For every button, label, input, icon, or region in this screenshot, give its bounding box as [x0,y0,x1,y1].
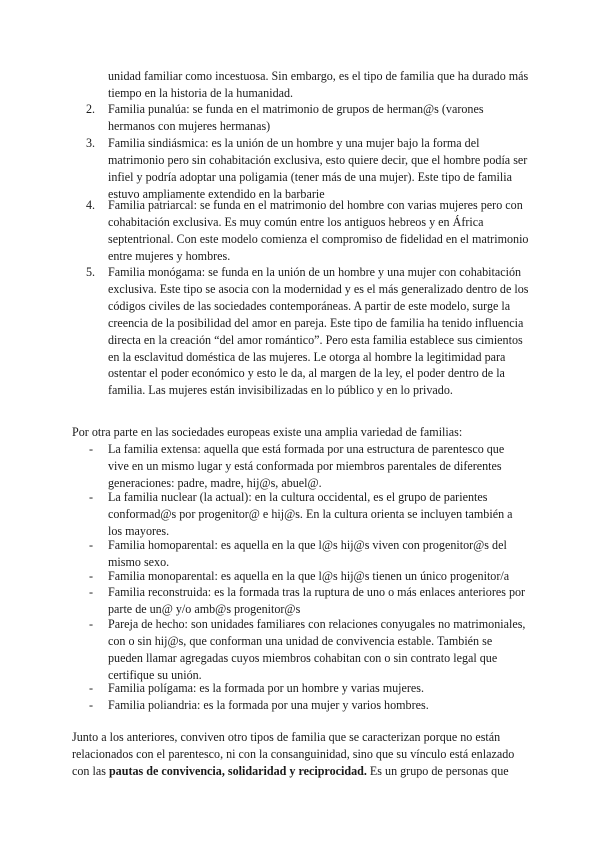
list-item-text: La familia nuclear (la actual): en la cultura occidental, es el grupo de parientes conformad@s por progenitor@ e hij@s. En la cultura orienta se incluyen también a los mayores. [108,490,513,538]
bullet-dash: - [89,490,94,504]
closing-paragraph [72,729,524,780]
bullet-dash: - [89,698,94,712]
list-item [86,101,532,135]
list-item [89,616,528,684]
list-item [89,537,528,571]
bullet-dash: - [89,442,94,456]
list-item [89,568,528,585]
list-item [89,489,528,540]
bullet-dash: - [89,681,94,695]
list-item-text: Familia punalúa: se funda en el matrimonio de grupos de herman@s (varones hermanos con mujeres hermanas) [108,102,484,133]
list-number: 2. [86,102,96,116]
list-item [86,135,532,203]
intro-paragraph: Por otra parte en las sociedades europeas existe una amplia variedad de familias: [72,425,463,439]
closing-bold-phrase: pautas de convivencia, solidaridad y reciprocidad. [108,763,367,778]
list-item-text: Familia homoparental: es aquella en la que l@s hij@s viven con progenitor@s del mismo sexo. [108,538,507,569]
closing-text-end: Es un grupo de personas que [366,763,509,778]
bullet-dash: - [89,617,94,631]
list-item-text: Familia patriarcal: se funda en el matrimonio del hombre con varias mujeres pero con cohabitación exclusiva. Es muy común entre los antiguos hebreos y en África septentrional. Con este modelo comienza el compromiso de fidelidad en el matrimonio entre mujeres y hombres. [108,198,529,263]
list-item [89,584,528,618]
list-number: 5. [86,265,96,279]
bullet-dash: - [89,538,94,552]
list-item [86,197,532,265]
list-item [89,680,528,697]
list-number: 4. [86,198,96,212]
list-item-text: Pareja de hecho: son unidades familiares con relaciones conyugales no matrimoniales, con o sin hij@s, que conforman una unidad de convivencia estable. También se pueden llamar agregadas cuyos miembros cohabitan con o sin contrato legal que certifique su unión. [108,617,526,682]
closing-text-start: Junto a los anteriores, conviven otro tipos de familia que se caracterizan porque no están relacionados con el parentesco, ni con la consanguinidad, sino que su vínculo está enlazado con las [72,730,515,778]
continuation-text: unidad familiar como incestuosa. Sin embargo, es el tipo de familia que ha durado más tiempo en la historia de la humanidad. [108,69,529,100]
list-number: 3. [86,136,96,150]
bullet-dash: - [89,585,94,599]
list-item-text: Familia polígama: es la formada por un hombre y varias mujeres. [108,681,425,695]
list-item-text: Familia monógama: se funda en la unión de un hombre y una mujer con cohabitación exclusiva. Este tipo se asocia con la modernidad y es el más generalizado dentro de los códigos civiles de las sociedades contemporáneas. A partir de este modelo, surge la creencia de la posibilidad del amor en pareja. Este tipo de familia ha tenido influencia directa en la creación “del amor romántico”. Pero esta familia establece sus cimientos en la esclavitud doméstica de las mujeres. Le otorga al hombre la legitimidad para ostentar el poder económico y esto le da, al margen de la ley, el poder dentro de la familia. Las mujeres están invisibilizadas en lo público y en lo privado. [108,265,529,398]
list-item-text: Familia reconstruida: es la formada tras la ruptura de uno o más enlaces anteriores por parte de un@ y/o amb@s progenitor@s [108,585,526,616]
list-item [89,697,528,714]
list-item-text: Familia sindiásmica: es la unión de un hombre y una mujer bajo la forma del matrimonio pero sin cohabitación exclusiva, esto quiere decir, que el hombre podía ser infiel y podría adoptar una poligamia (tener más de una mujer). Este tipo de familia estuvo ampliamente extendido en la barbarie [108,136,528,201]
bullet-dash: - [89,569,94,583]
list-item-text: Familia monoparental: es aquella en la que l@s hij@s tienen un único progenitor/a [108,569,510,583]
list-item [89,441,528,492]
list-item [86,264,532,399]
list-item-text: La familia extensa: aquella que está formada por una estructura de parentesco que vive en un mismo lugar y está conformada por miembros parentales de diferentes generaciones: padre, madre, hij@s, abuel@. [108,442,505,490]
list-item-text: Familia poliandria: es la formada por una mujer y varios hombres. [108,698,429,712]
